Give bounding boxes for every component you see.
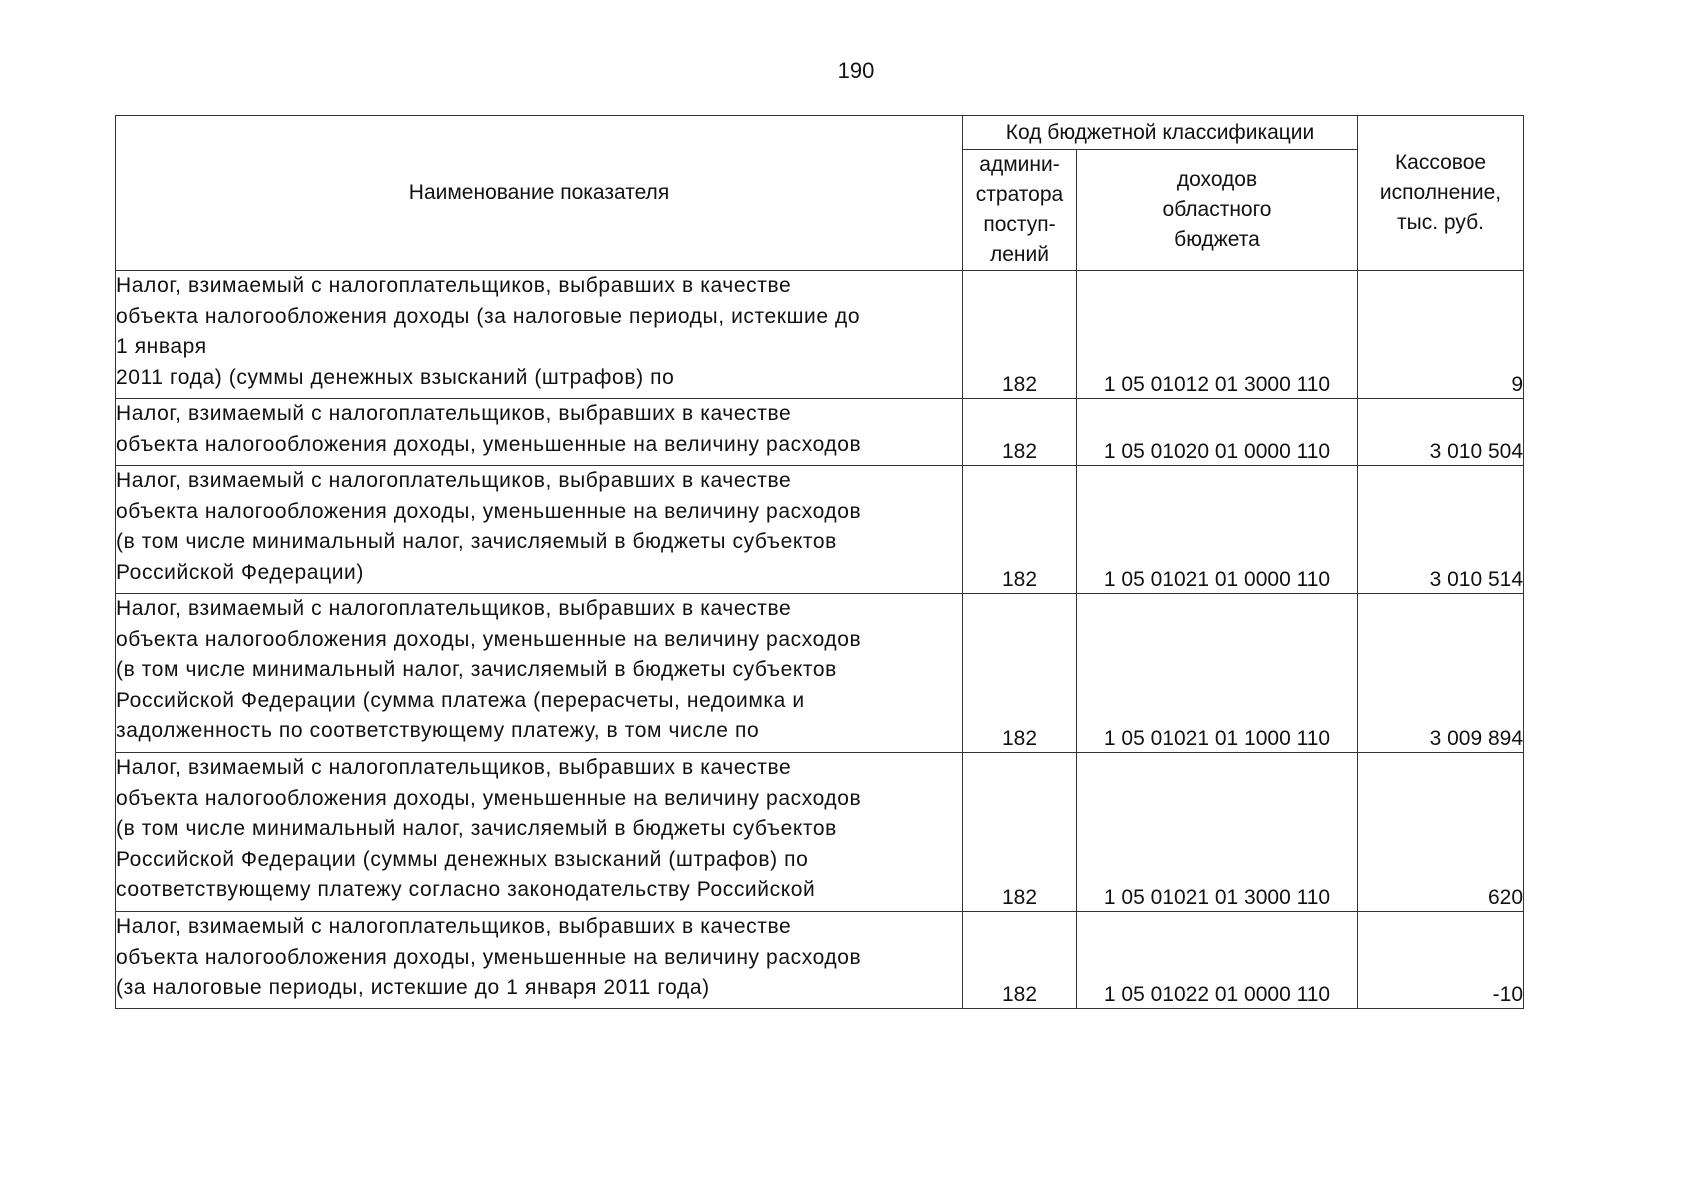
row-admin-code: 182 (963, 399, 1077, 466)
header-classification-code-text: Код бюджетной классификации (1005, 120, 1315, 144)
row-revenue-code: 1 05 01020 01 0000 110 (1077, 399, 1358, 466)
table-row (116, 912, 1524, 1009)
row-name: Налог, взимаемый с налогоплательщиков, выбравших в качестве объекта налогообложения доходы, уменьшенные на величину расходов (в том числе минимальный налог, зачисляемый в бюджеты субъектов Российской Федерации (суммы денежных взысканий (штрафов) по соответствующему платежу согласно законодательству Российской (116, 753, 963, 912)
table-row (116, 753, 1524, 912)
page-number: 190 (837, 58, 875, 83)
header-administrator-text: админи- стратора поступ- лений (975, 153, 1064, 266)
row-name: Налог, взимаемый с налогоплательщиков, выбравших в качестве объекта налогообложения доходы, уменьшенные на величину расходов (за налоговые периоды, истекшие до 1 января 2011 года) (116, 912, 963, 1009)
row-amount: 3 010 514 (1358, 466, 1524, 594)
row-admin-code: 182 (963, 594, 1077, 753)
row-amount: 620 (1358, 753, 1524, 912)
header-cash-execution-text: Кассовое исполнение, тыс. руб. (1379, 151, 1502, 234)
header-indicator-name-text: Наименование показателя (408, 181, 670, 204)
header-indicator-name (116, 116, 963, 271)
row-admin-code: 182 (963, 753, 1077, 912)
row-admin-code: 182 (963, 271, 1077, 399)
table-row (116, 594, 1524, 753)
table-row (116, 466, 1524, 594)
row-revenue-code: 1 05 01012 01 3000 110 (1077, 271, 1358, 399)
row-name: Налог, взимаемый с налогоплательщиков, выбравших в качестве объекта налогообложения доходы, уменьшенные на величину расходов (в том числе минимальный налог, зачисляемый в бюджеты субъектов Российской Федерации (сумма платежа (перерасчеты, недоимка и задолженность по соответствующему платежу, в том числе по (116, 594, 963, 753)
row-amount: -10 (1358, 912, 1524, 1009)
row-amount: 3 010 504 (1358, 399, 1524, 466)
header-classification-code (963, 116, 1358, 150)
table-row (116, 271, 1524, 399)
header-administrator (963, 150, 1077, 271)
row-revenue-code: 1 05 01021 01 0000 110 (1077, 466, 1358, 594)
row-revenue-code: 1 05 01022 01 0000 110 (1077, 912, 1358, 1009)
row-amount: 9 (1358, 271, 1524, 399)
row-name: Налог, взимаемый с налогоплательщиков, выбравших в качестве объекта налогообложения доходы, уменьшенные на величину расходов (116, 399, 963, 466)
header-regional-revenue-text: доходов областного бюджета (1162, 168, 1272, 251)
budget-execution-table (115, 115, 1524, 1009)
header-cash-execution (1358, 116, 1524, 271)
header-regional-revenue (1077, 150, 1358, 271)
row-revenue-code: 1 05 01021 01 1000 110 (1077, 594, 1358, 753)
row-name: Налог, взимаемый с налогоплательщиков, выбравших в качестве объекта налогообложения доходы, уменьшенные на величину расходов (в том числе минимальный налог, зачисляемый в бюджеты субъектов Российской Федерации) (116, 466, 963, 594)
row-admin-code: 182 (963, 466, 1077, 594)
row-name: Налог, взимаемый с налогоплательщиков, выбравших в качестве объекта налогообложения доходы (за налоговые периоды, истекшие до 1 января 2011 года) (суммы денежных взысканий (штрафов) по (116, 271, 963, 399)
row-admin-code: 182 (963, 912, 1077, 1009)
row-revenue-code: 1 05 01021 01 3000 110 (1077, 753, 1358, 912)
row-amount: 3 009 894 (1358, 594, 1524, 753)
table-row (116, 399, 1524, 466)
